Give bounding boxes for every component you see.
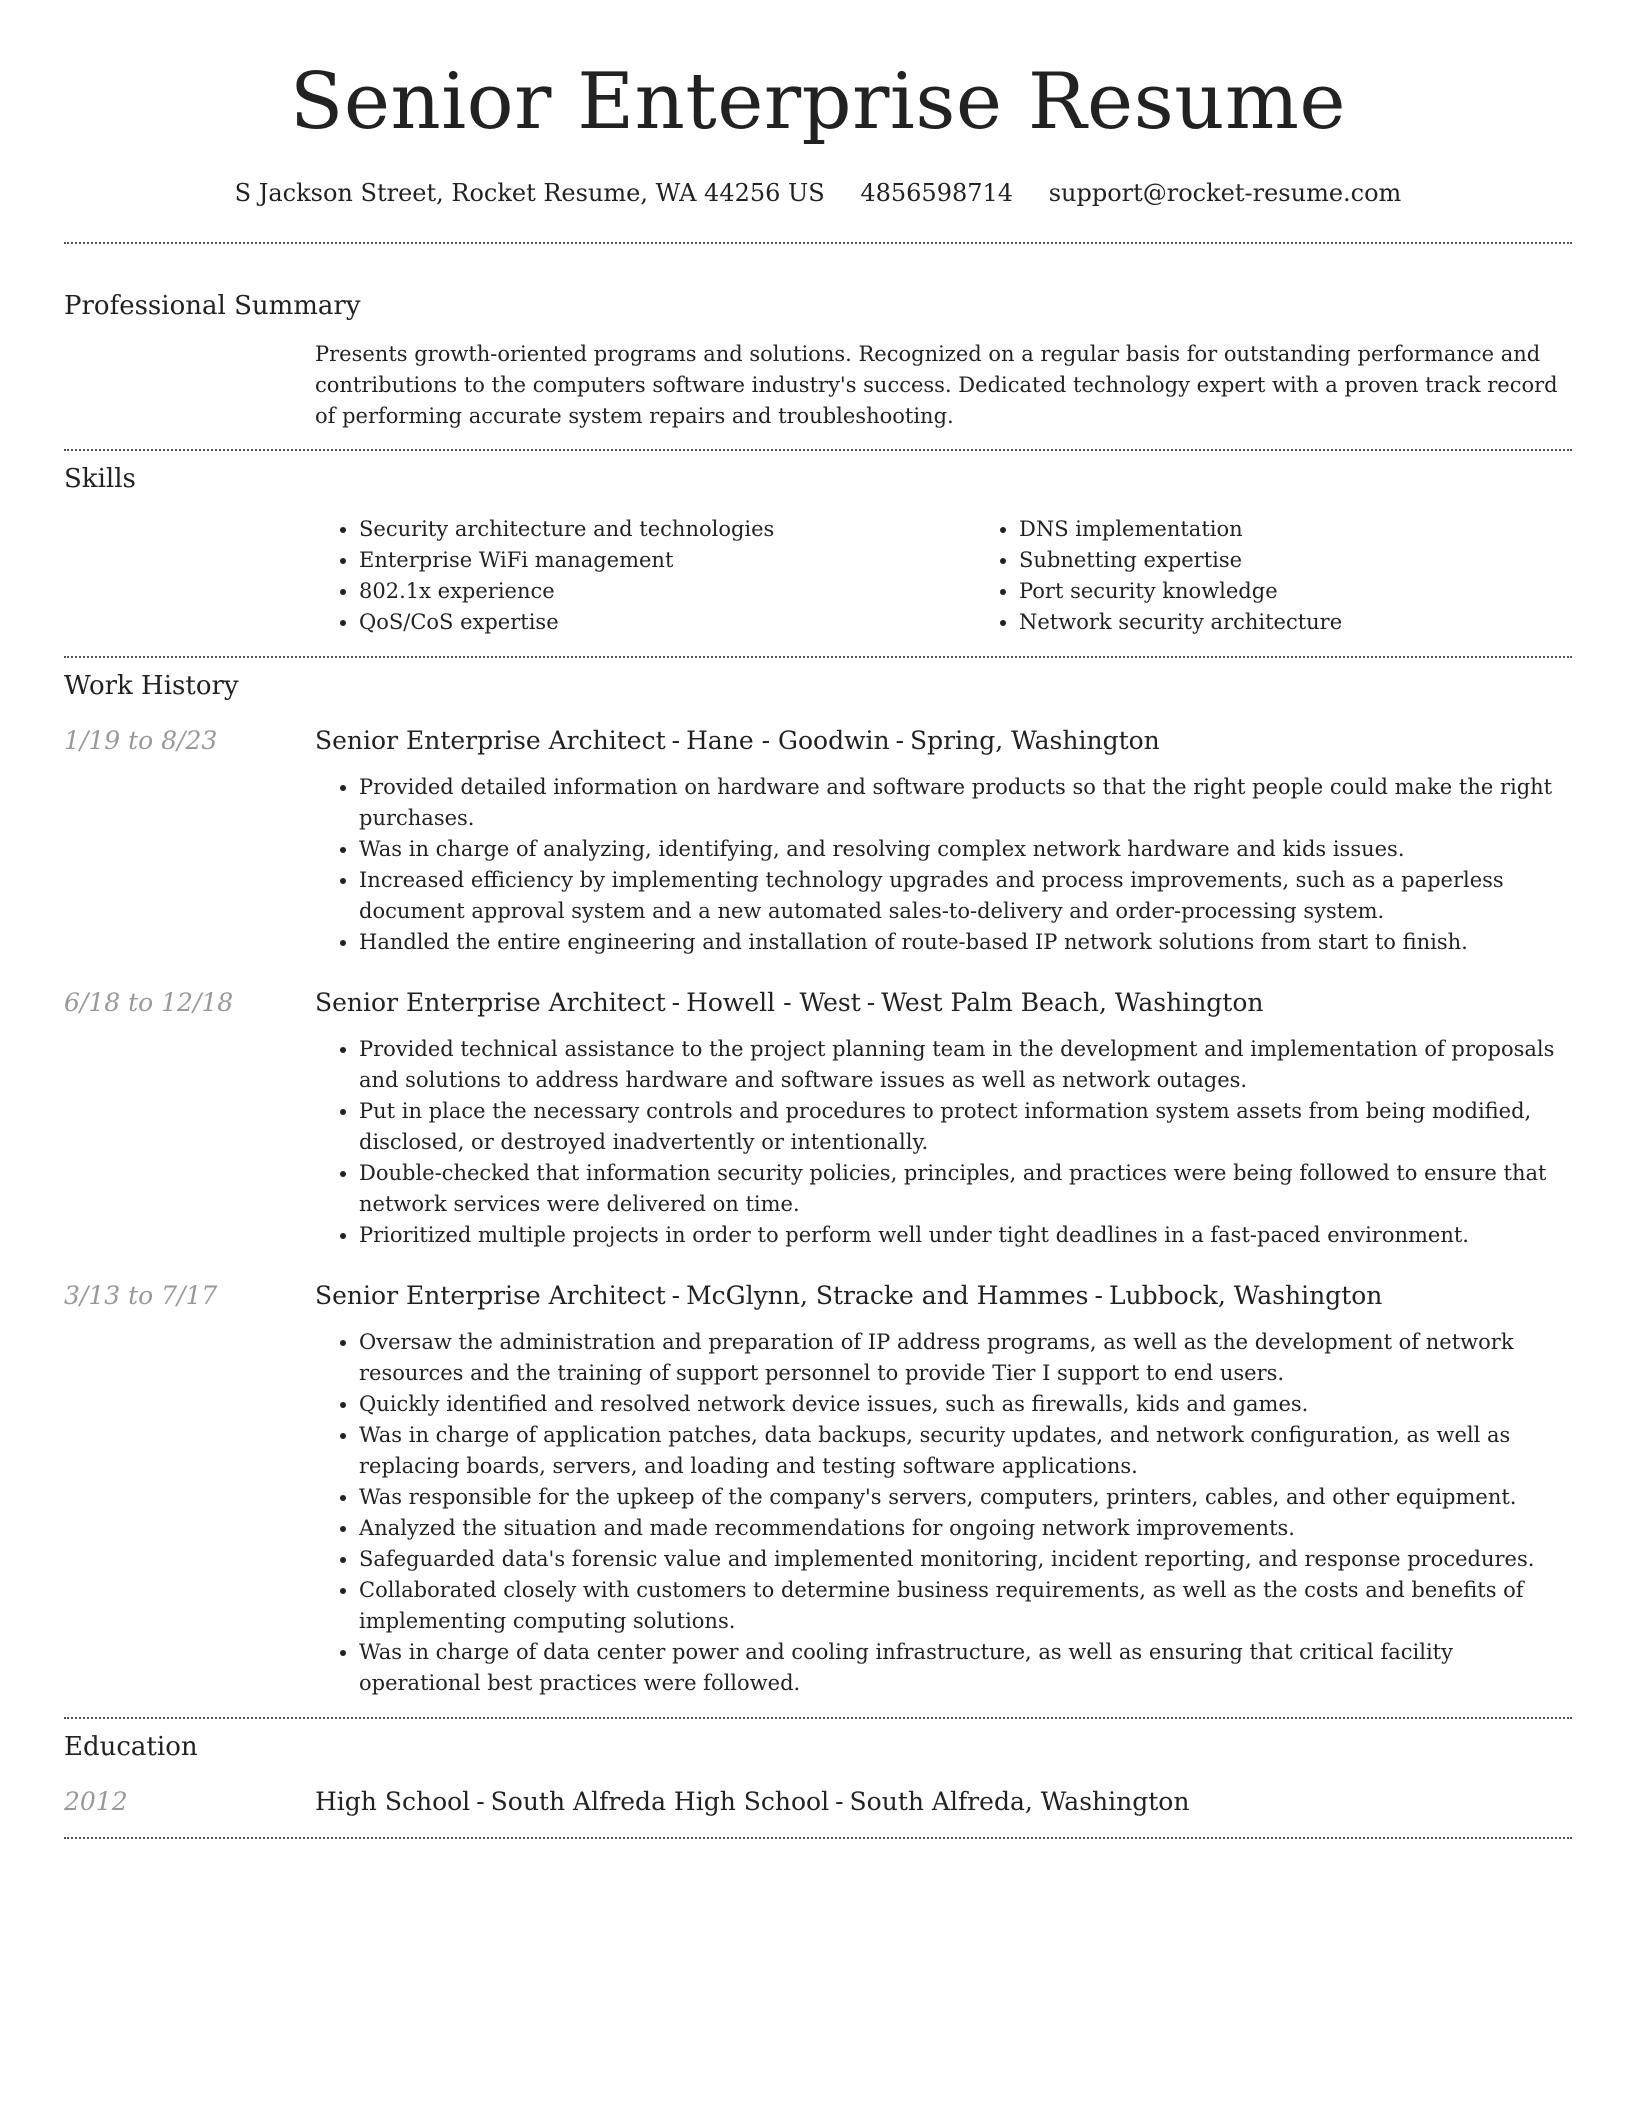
work-heading: Work History — [64, 671, 239, 701]
resume-title: Senior Enterprise Resume — [289, 57, 1347, 147]
skill-item: • Enterprise WiFi management — [359, 545, 975, 576]
job-dates: 6/18 to 12/18 — [64, 988, 234, 1017]
job-bullets-row — [64, 1327, 1572, 1699]
job-bullet: • Oversaw the administration and preparation of IP address programs, as well as the development of network resources and the training of support personnel to provide Tier I support to end users. — [359, 1327, 1572, 1389]
job-header-row — [64, 1279, 1572, 1313]
job-company: Howell - West — [686, 988, 861, 1017]
divider — [64, 656, 1572, 658]
summary-section — [64, 289, 1572, 432]
skills-column-1 — [315, 514, 975, 638]
summary-text: Presents growth-oriented programs and solutions. Recognized on a regular basis for outstanding performance and contributions to the computers software industry's success. Dedicated technology expert with a proven track record of performing accurate system repairs and troubleshooting. — [315, 342, 1558, 428]
job-location: Lubbock, Washington — [1108, 1281, 1383, 1310]
skills-column-2 — [975, 514, 1632, 638]
education-section — [64, 1730, 1572, 1819]
education-header: High School - South Alfreda High School - South Alfreda, Washington — [315, 1787, 1190, 1816]
job-dates: 3/13 to 7/17 — [64, 1281, 218, 1310]
job-left-spacer — [64, 772, 315, 958]
job-bullet: • Was responsible for the upkeep of the company's servers, computers, printers, cables, and other equipment. — [359, 1482, 1572, 1513]
job-location: West Palm Beach, Washington — [881, 988, 1264, 1017]
education-year: 2012 — [64, 1787, 128, 1816]
job-bullet: • Collaborated closely with customers to determine business requirements, as well as the costs and benefits of implementing computing solutions. — [359, 1575, 1572, 1637]
job-entry — [64, 1279, 1572, 1699]
job-left-spacer — [64, 1327, 315, 1699]
skill-item: • 802.1x experience — [359, 576, 975, 607]
education-school: South Alfreda High School — [490, 1787, 830, 1816]
job-header-row — [64, 724, 1572, 758]
job-bullet: • Safeguarded data's forensic value and implemented monitoring, incident reporting, and response procedures. — [359, 1544, 1572, 1575]
divider — [64, 1717, 1572, 1719]
skills-row — [64, 514, 1572, 638]
job-entry — [64, 724, 1572, 958]
skill-item: • Port security knowledge — [1019, 576, 1632, 607]
job-bullet: • Quickly identified and resolved network device issues, such as firewalls, kids and games. — [359, 1389, 1572, 1420]
job-header-row — [64, 986, 1572, 1020]
job-bullet: • Was in charge of data center power and cooling infrastructure, as well as ensuring that critical facility operational best practices were followed. — [359, 1637, 1572, 1699]
job-header: Senior Enterprise Architect - McGlynn, Stracke and Hammes - Lubbock, Washington — [315, 1281, 1383, 1310]
job-header: Senior Enterprise Architect - Howell - West - West Palm Beach, Washington — [315, 988, 1264, 1017]
job-left-spacer — [64, 1034, 315, 1251]
job-bullets — [315, 772, 1572, 958]
job-bullets — [315, 1327, 1572, 1699]
job-header: Senior Enterprise Architect - Hane - Goodwin - Spring, Washington — [315, 726, 1160, 755]
summary-heading: Professional Summary — [64, 291, 361, 321]
skill-item: • Security architecture and technologies — [359, 514, 975, 545]
job-bullets-row — [64, 772, 1572, 958]
job-bullet: • Was in charge of analyzing, identifying, and resolving complex network hardware and kids issues. — [359, 834, 1572, 865]
summary-row — [64, 339, 1572, 432]
job-bullet-list — [315, 772, 1572, 958]
skill-item: • DNS implementation — [1019, 514, 1632, 545]
skills-left-spacer — [64, 514, 315, 638]
summary-left-spacer — [64, 339, 315, 432]
contact-address: S Jackson Street, Rocket Resume, WA 44256 US — [234, 179, 825, 207]
divider — [64, 1837, 1572, 1839]
skills-section — [64, 462, 1572, 638]
job-title: Senior Enterprise Architect — [315, 988, 666, 1017]
job-bullet: • Put in place the necessary controls and procedures to protect information system assets from being modified, disclosed, or destroyed inadvertently or intentionally. — [359, 1096, 1572, 1158]
education-heading: Education — [64, 1732, 198, 1762]
job-bullet: • Double-checked that information security policies, principles, and practices were being followed to ensure that network services were delivered on time. — [359, 1158, 1572, 1220]
job-bullet-list — [315, 1034, 1572, 1251]
education-entry — [64, 1785, 1572, 1819]
skills-grid — [315, 514, 1632, 638]
summary-body — [315, 339, 1572, 432]
contact-email: support@rocket-resume.com — [1048, 179, 1402, 207]
job-bullet: • Was in charge of application patches, data backups, security updates, and network configuration, as well as replacing boards, servers, and loading and testing software applications. — [359, 1420, 1572, 1482]
job-bullet: • Analyzed the situation and made recommendations for ongoing network improvements. — [359, 1513, 1572, 1544]
contact-line — [64, 178, 1572, 208]
divider — [64, 449, 1572, 451]
job-company: McGlynn, Stracke and Hammes — [686, 1281, 1089, 1310]
contact-phone: 4856598714 — [860, 179, 1014, 207]
job-bullet-list — [315, 1327, 1572, 1699]
skill-item: • Network security architecture — [1019, 607, 1632, 638]
job-bullets — [315, 1034, 1572, 1251]
job-bullet: • Increased efficiency by implementing technology upgrades and process improvements, such as a paperless document approval system and a new automated sales-to-delivery and order-processing system. — [359, 865, 1572, 927]
skill-item: • QoS/CoS expertise — [359, 607, 975, 638]
job-bullet: • Provided detailed information on hardware and software products so that the right people could make the right purchases. — [359, 772, 1572, 834]
skills-heading: Skills — [64, 464, 136, 494]
education-location: South Alfreda, Washington — [849, 1787, 1190, 1816]
education-degree: High School — [315, 1787, 471, 1816]
job-bullets-row — [64, 1034, 1572, 1251]
job-bullet: • Handled the entire engineering and installation of route-based IP network solutions from start to finish. — [359, 927, 1572, 958]
job-bullet: • Provided technical assistance to the project planning team in the development and implementation of proposals and solutions to address hardware and software issues as well as network outages. — [359, 1034, 1572, 1096]
divider — [64, 242, 1572, 244]
job-title: Senior Enterprise Architect — [315, 726, 666, 755]
job-dates: 1/19 to 8/23 — [64, 726, 218, 755]
resume-page — [64, 0, 1572, 1839]
job-entry — [64, 986, 1572, 1251]
job-bullet: • Prioritized multiple projects in order to perform well under tight deadlines in a fast-paced environment. — [359, 1220, 1572, 1251]
job-company: Hane - Goodwin — [686, 726, 890, 755]
work-section — [64, 669, 1572, 1699]
job-title: Senior Enterprise Architect — [315, 1281, 666, 1310]
job-location: Spring, Washington — [910, 726, 1160, 755]
skill-item: • Subnetting expertise — [1019, 545, 1632, 576]
